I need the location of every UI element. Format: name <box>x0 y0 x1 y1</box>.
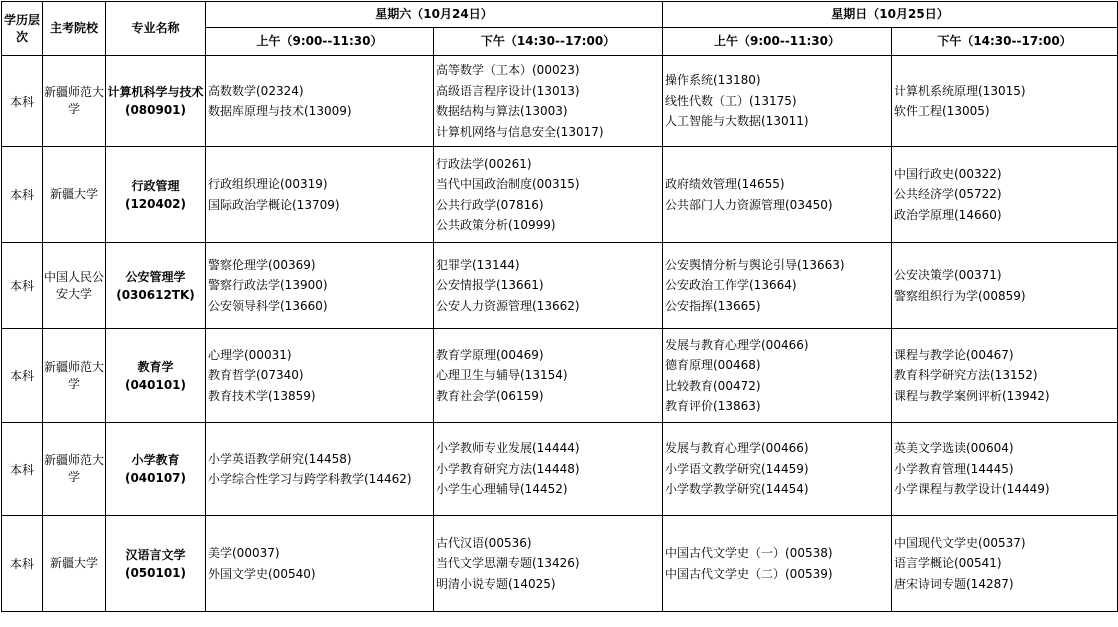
course-item: 人工智能与大数据(13011) <box>665 114 809 129</box>
header-major: 专业名称 <box>106 2 206 56</box>
table-row <box>2 147 1118 243</box>
course-item: 中国行政史(00322) <box>894 166 1002 181</box>
course-item: 中国现代文学史(00537) <box>894 535 1026 550</box>
course-item: 当代中国政治制度(00315) <box>436 177 580 191</box>
sun-am-cell <box>663 243 892 329</box>
course-item: 公安指挥(13665) <box>665 298 761 313</box>
sun-pm-cell <box>892 56 1118 147</box>
header-sunday: 星期日（10月25日） <box>663 2 1118 28</box>
course-item: 公安领导科学(13660) <box>208 298 328 313</box>
course-item: 警察行政法学(13900) <box>208 278 328 293</box>
course-item: 政府绩效管理(14655) <box>665 177 785 191</box>
sat-am-cell <box>206 516 434 612</box>
course-item: 国际政治学概论(13709) <box>208 197 340 212</box>
sat-pm-cell <box>434 56 663 147</box>
level-cell: 本科 <box>2 243 43 329</box>
sun-pm-cell <box>892 329 1118 423</box>
header-level: 学历层次 <box>2 2 43 56</box>
course-item: 小学英语教学研究(14458) <box>208 451 352 466</box>
sun-pm-cell <box>892 516 1118 612</box>
course-item: 高数数学(02324) <box>208 83 304 98</box>
course-item: 公共行政学(07816) <box>436 197 544 212</box>
course-item: 小学数学教学研究(14454) <box>665 482 809 497</box>
course-item: 教育评价(13863) <box>665 399 761 413</box>
header-sun-pm: 下午（14:30--17:00） <box>892 28 1118 56</box>
header-saturday: 星期六（10月24日） <box>206 2 663 28</box>
header-sat-pm: 下午（14:30--17:00） <box>434 28 663 56</box>
header-sat-am: 上午（9:00--11:30） <box>206 28 434 56</box>
level-cell: 本科 <box>2 329 43 423</box>
sat-pm-cell <box>434 243 663 329</box>
school-cell: 新疆师范大学 <box>43 56 106 147</box>
course-item: 数据库原理与技术(13009) <box>208 104 352 118</box>
school-cell: 新疆大学 <box>43 147 106 243</box>
major-code: (030612TK) <box>116 287 195 302</box>
course-item: 公安舆情分析与舆论引导(13663) <box>665 257 845 272</box>
sun-pm-cell <box>892 147 1118 243</box>
course-item: 政治学原理(14660) <box>894 207 1002 222</box>
course-item: 计算机系统原理(13015) <box>894 83 1026 98</box>
course-item: 心理卫生与辅导(13154) <box>436 368 568 383</box>
major-cell <box>106 329 206 423</box>
course-item: 公安人力资源管理(13662) <box>436 298 580 313</box>
course-item: 比较教育(00472) <box>665 378 761 393</box>
header-sun-am: 上午（9:00--11:30） <box>663 28 892 56</box>
course-item: 公安决策学(00371) <box>894 268 1002 282</box>
course-item: 小学教师专业发展(14444) <box>436 441 580 456</box>
sat-am-cell <box>206 243 434 329</box>
table-row <box>2 329 1118 423</box>
sat-am-cell <box>206 329 434 423</box>
major-cell <box>106 516 206 612</box>
school-cell: 中国人民公安大学 <box>43 243 106 329</box>
course-item: 警察伦理学(00369) <box>208 257 316 272</box>
sun-am-cell <box>663 516 892 612</box>
school-cell: 新疆师范大学 <box>43 329 106 423</box>
course-item: 德育原理(00468) <box>665 358 761 372</box>
header-school: 主考院校 <box>43 2 106 56</box>
course-item: 当代文学思潮专题(13426) <box>436 556 580 571</box>
sat-pm-cell <box>434 329 663 423</box>
major-code: (120402) <box>124 196 187 211</box>
course-item: 美学(00037) <box>208 546 280 560</box>
major-code: (050101) <box>124 565 187 580</box>
course-item: 数据结构与算法(13003) <box>436 104 568 118</box>
course-item: 行政组织理论(00319) <box>208 177 328 191</box>
sun-am-cell <box>663 56 892 147</box>
course-item: 小学语文教学研究(14459) <box>665 461 809 476</box>
table-row <box>2 423 1118 516</box>
sun-am-cell <box>663 329 892 423</box>
course-item: 计算机网络与信息安全(13017) <box>436 124 604 139</box>
header-row-days <box>2 2 1118 28</box>
course-item: 小学生心理辅导(14452) <box>436 482 568 497</box>
sun-am-cell <box>663 147 892 243</box>
course-item: 警察组织行为学(00859) <box>894 288 1026 303</box>
sun-am-cell <box>663 423 892 516</box>
level-cell: 本科 <box>2 516 43 612</box>
level-cell: 本科 <box>2 147 43 243</box>
course-item: 小学教育研究方法(14448) <box>436 461 580 476</box>
sat-am-cell <box>206 147 434 243</box>
table-row <box>2 243 1118 329</box>
course-item: 高级语言程序设计(13013) <box>436 83 580 98</box>
major-name: 小学教育 <box>131 453 180 467</box>
major-name: 公安管理学 <box>125 269 186 284</box>
course-item: 操作系统(13180) <box>665 73 761 88</box>
course-item: 小学综合性学习与跨学科教学(14462) <box>208 472 412 486</box>
course-item: 中国古代文学史（一）(00538) <box>665 546 833 560</box>
major-code: (040101) <box>124 377 187 392</box>
course-item: 课程与教学论(00467) <box>894 347 1014 362</box>
course-item: 公共经济学(05722) <box>894 187 1002 202</box>
course-item: 教育科学研究方法(13152) <box>894 368 1038 383</box>
table-row <box>2 516 1118 612</box>
course-item: 发展与教育心理学(00466) <box>665 337 809 352</box>
level-cell: 本科 <box>2 423 43 516</box>
sat-am-cell <box>206 423 434 516</box>
exam-schedule-table <box>1 1 1118 612</box>
sun-pm-cell <box>892 243 1118 329</box>
major-cell <box>106 243 206 329</box>
course-item: 中国古代文学史（二）(00539) <box>665 566 833 581</box>
course-item: 英美文学选读(00604) <box>894 441 1014 456</box>
major-name: 行政管理 <box>131 178 180 193</box>
course-item: 教育哲学(07340) <box>208 368 304 383</box>
course-item: 犯罪学(13144) <box>436 257 520 272</box>
school-cell: 新疆大学 <box>43 516 106 612</box>
major-cell <box>106 147 206 243</box>
major-code: (040107) <box>124 471 187 485</box>
sat-pm-cell <box>434 423 663 516</box>
course-item: 课程与教学案例评析(13942) <box>894 388 1050 403</box>
sat-am-cell <box>206 56 434 147</box>
sat-pm-cell <box>434 147 663 243</box>
course-item: 公安情报学(13661) <box>436 278 544 293</box>
course-item: 公共部门人力资源管理(03450) <box>665 197 833 212</box>
school-cell: 新疆师范大学 <box>43 423 106 516</box>
course-item: 线性代数（工）(13175) <box>665 93 797 108</box>
course-item: 公安政治工作学(13664) <box>665 278 797 293</box>
course-item: 高等数学（工本）(00023) <box>436 63 580 77</box>
course-item: 古代汉语(00536) <box>436 535 532 550</box>
course-item: 明清小说专题(14025) <box>436 576 556 591</box>
major-name: 汉语言文学 <box>125 547 186 562</box>
course-item: 心理学(00031) <box>208 347 292 362</box>
course-item: 行政法学(00261) <box>436 156 532 171</box>
table-row <box>2 56 1118 147</box>
course-item: 教育社会学(06159) <box>436 388 544 403</box>
major-cell <box>106 56 206 147</box>
major-name: 教育学 <box>137 359 174 374</box>
level-cell: 本科 <box>2 56 43 147</box>
course-item: 唐宋诗词专题(14287) <box>894 576 1014 591</box>
sat-pm-cell <box>434 516 663 612</box>
course-item: 语言学概论(00541) <box>894 556 1002 571</box>
course-item: 发展与教育心理学(00466) <box>665 441 809 456</box>
course-item: 教育学原理(00469) <box>436 347 544 362</box>
course-item: 小学教育管理(14445) <box>894 461 1014 476</box>
major-cell <box>106 423 206 516</box>
major-code: (080901) <box>124 103 187 117</box>
course-item: 外国文学史(00540) <box>208 566 316 581</box>
course-item: 教育技术学(13859) <box>208 388 316 403</box>
major-name: 计算机科学与技术 <box>107 85 204 99</box>
course-item: 小学课程与教学设计(14449) <box>894 482 1050 497</box>
course-item: 软件工程(13005) <box>894 104 990 118</box>
course-item: 公共政策分析(10999) <box>436 218 556 232</box>
sun-pm-cell <box>892 423 1118 516</box>
